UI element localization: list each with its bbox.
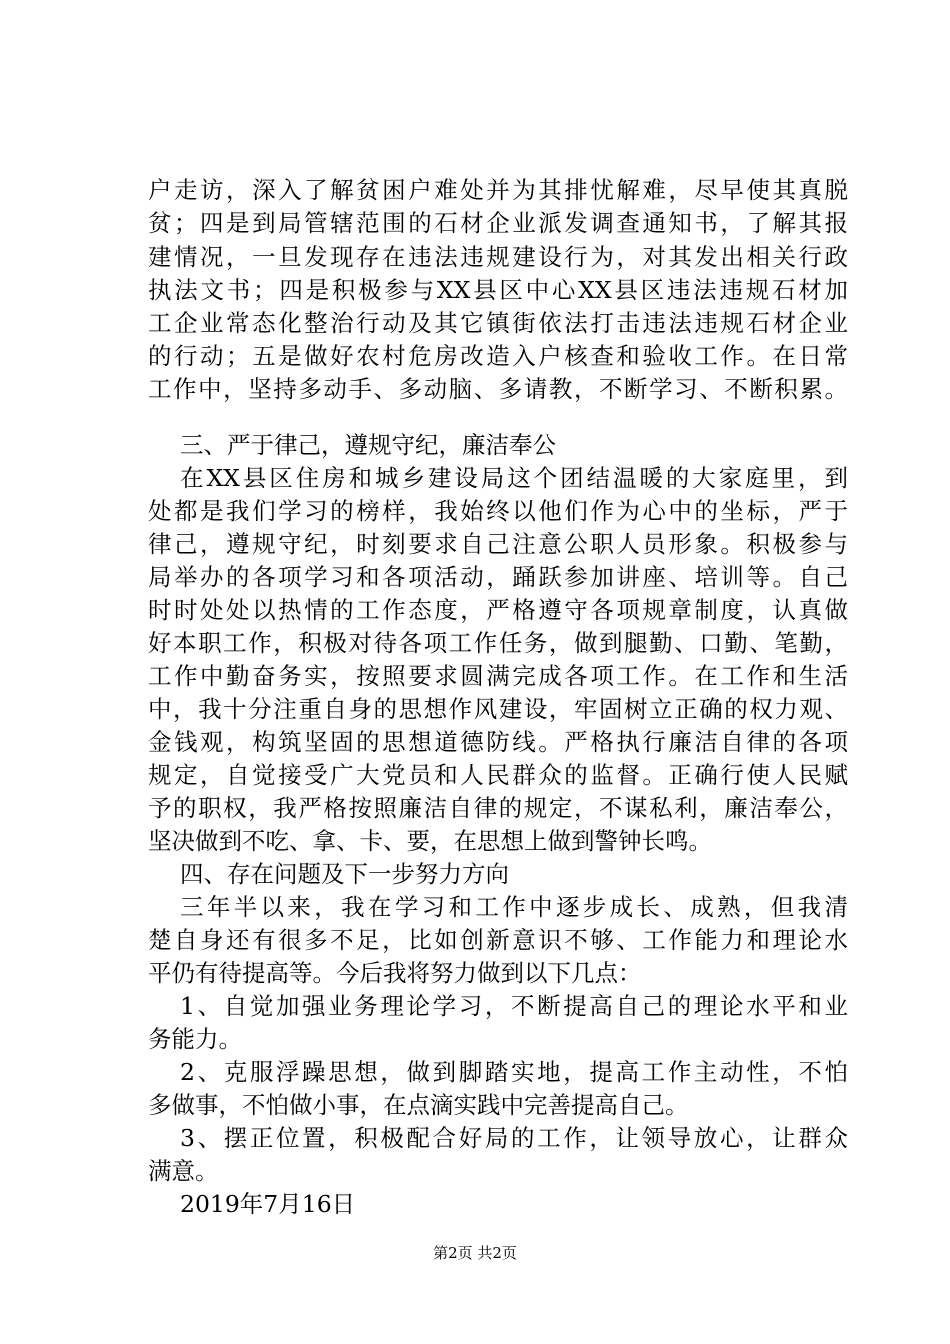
text-line: 户走访，深入了解贫困户难处并为其排忧解难，尽早使其真脱 (148, 176, 848, 204)
text-line: 工作中，坚持多动手、多动脑、多请教，不断学习、不断积累。 (148, 375, 848, 403)
section-heading-3: 三、严于律己，遵规守纪，廉洁奉公 (180, 431, 556, 459)
text-line: 工企业常态化整治行动及其它镇街依法打击违法违规石材企业 (148, 309, 848, 337)
text-line: 楚自身还有很多不足，比如创新意识不够、工作能力和理论水 (148, 926, 848, 954)
text-line: 在XX县区住房和城乡建设局这个团结温暖的大家庭里，到 (180, 464, 848, 492)
text-line: 平仍有待提高等。今后我将努力做到以下几点： (148, 959, 642, 987)
text-line: 建情况，一旦发现存在违法违规建设行为，对其发出相关行政 (148, 243, 848, 271)
text-line: 多做事，不怕做小事，在点滴实践中完善提高自己。 (148, 1091, 689, 1119)
text-line: 贫；四是到局管辖范围的石材企业派发调查通知书，了解其报 (148, 209, 848, 237)
text-line: 坚决做到不吃、拿、卡、要，在思想上做到警钟长鸣。 (148, 827, 712, 855)
document-date: 2019年7月16日 (180, 1190, 356, 1218)
text-line: 工作中勤奋务实，按照要求圆满完成各项工作。在工作和生活 (148, 662, 848, 690)
text-line: 执法文书；四是积极参与XX县区中心XX县区违法违规石材加 (148, 276, 848, 304)
text-line: 局举办的各项学习和各项活动，踊跃参加讲座、培训等。自己 (148, 563, 848, 591)
text-line: 金钱观，构筑坚固的思想道德防线。严格执行廉洁自律的各项 (148, 728, 848, 756)
text-line: 中，我十分注重自身的思想作风建设，牢固树立正确的权力观、 (148, 695, 848, 723)
text-line: 律己，遵规守纪，时刻要求自己注意公职人员形象。积极参与 (148, 530, 848, 558)
text-line: 的行动；五是做好农村危房改造入户核查和验收工作。在日常 (148, 342, 848, 370)
text-line: 三年半以来，我在学习和工作中逐步成长、成熟，但我清 (180, 893, 848, 921)
text-line: 务能力。 (148, 1025, 242, 1053)
text-line: 规定，自觉接受广大党员和人民群众的监督。正确行使人民赋 (148, 761, 848, 789)
page-footer: 第2页 共2页 (433, 1244, 517, 1262)
text-line: 处都是我们学习的榜样，我始终以他们作为心中的坐标，严于 (148, 497, 848, 525)
text-line: 好本职工作，积极对待各项工作任务，做到腿勤、口勤、笔勤， (148, 629, 848, 657)
list-item-3: 3、摆正位置，积极配合好局的工作，让领导放心，让群众 (180, 1124, 848, 1152)
section-heading-4: 四、存在问题及下一步努力方向 (180, 860, 509, 888)
list-item-2: 2、克服浮躁思想，做到脚踏实地，提高工作主动性，不怕 (180, 1058, 848, 1086)
list-item-1: 1、自觉加强业务理论学习，不断提高自己的理论水平和业 (180, 992, 848, 1020)
text-line: 时时处处以热情的工作态度，严格遵守各项规章制度，认真做 (148, 596, 848, 624)
text-line: 予的职权，我严格按照廉洁自律的规定，不谋私利，廉洁奉公， (148, 794, 848, 822)
text-line: 满意。 (148, 1157, 219, 1185)
